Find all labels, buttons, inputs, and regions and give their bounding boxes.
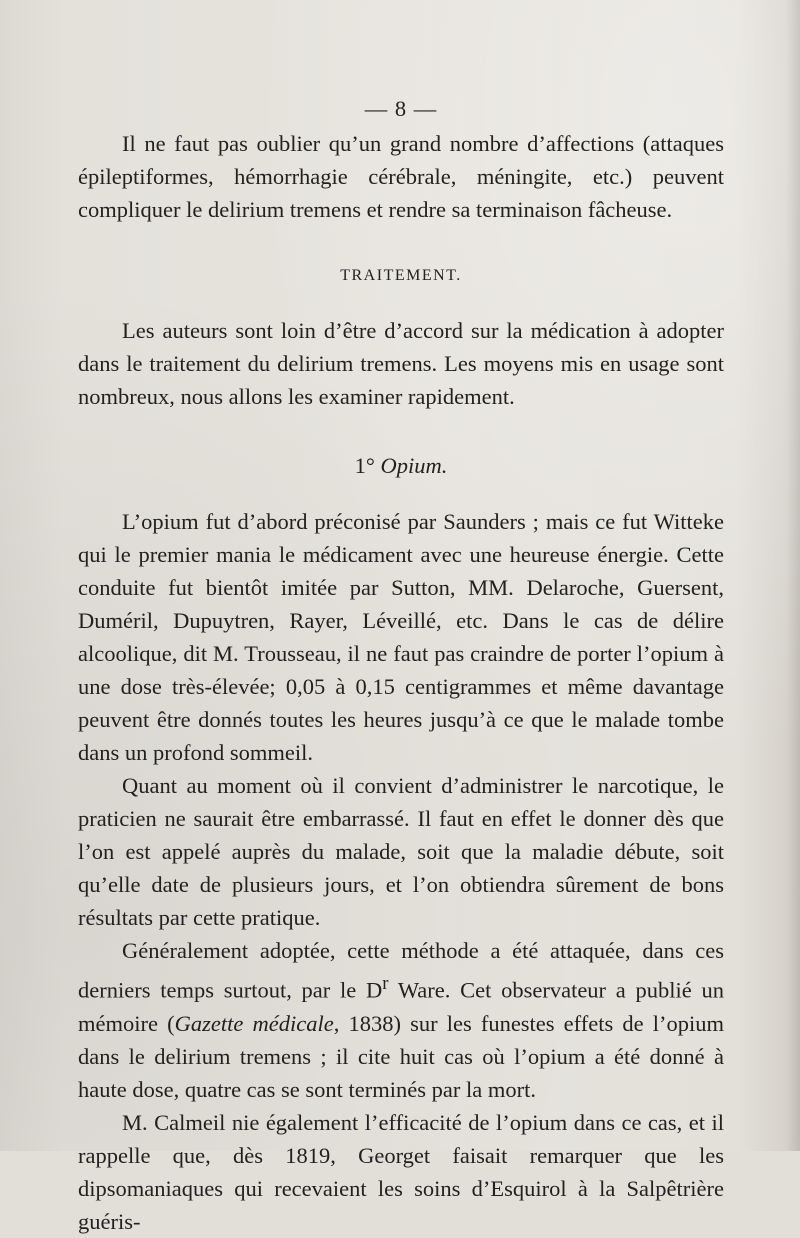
ware-text-before: Généralement adoptée, cette méthode a été attaquée, dans ces derniers temps surtout, par le D <box>78 938 724 1003</box>
page-text <box>78 92 724 1238</box>
opium-paragraph-1: L’opium fut d’abord préconisé par Saunders ; mais ce fut Witteke qui le premier mania le médicament avec une heureuse énergie. Cette conduite fut bientôt imitée par Sutton, MM. Delaroche, Guersent, Duméril, Dupuytren, Rayer, Léveillé, etc. Dans le cas de délire alcoolique, dit M. Trousseau, il ne faut pas craindre de porter l’opium à une dose très-élevée; 0,05 à 0,15 centigrammes et même davantage peuvent être donnés toutes les heures jusqu’à ce que le malade tombe dans un profond sommeil. <box>78 509 724 765</box>
ware-text-middle: Ware. Cet observateur a publié un mémoire ( <box>78 977 724 1036</box>
opium-paragraph-2: Quant au moment où il convient d’administrer le narcotique, le praticien ne saurait être embarrassé. Il faut en effet le donner dès que l’on est appelé auprès du malade, soit que la maladie débute, soit qu’elle date de plusieurs jours, et l’on obtiendra sûrement de bons résultats par cette pratique. <box>78 773 724 930</box>
calmeil-paragraph: M. Calmeil nie également l’efficacité de l’opium dans ce cas, et il rappelle que, dès 1819, Georget faisait remarquer que les dipsomaniaques qui recevaient les soins d’Esquirol à la Salpêtrière guéris- <box>78 1109 724 1234</box>
intro-paragraph: Il ne faut pas oublier qu’un grand nombre d’affections (attaques épileptiformes, hémorrhagie cérébrale, méningite, etc.) peuvent compliquer le delirium tremens et rendre sa terminaison fâcheuse. <box>78 131 724 222</box>
gazette-citation: Gazette médicale <box>174 1010 334 1036</box>
doctor-abbrev-sup: r <box>382 973 389 994</box>
subsection-number: 1° <box>354 453 375 478</box>
page-edge-shadow <box>786 0 800 1151</box>
section-heading: TRAITEMENT. <box>340 267 462 284</box>
section-intro-paragraph: Les auteurs sont loin d’être d’accord sur la médication à adopter dans le traitement du delirium tremens. Les moyens mis en usage sont nombreux, nous allons les examiner rapidement. <box>78 318 724 409</box>
ware-text-after: , 1838) sur les funestes effets de l’opium dans le delirium tremens ; il cite huit cas où l’opium a été donné à haute dose, quatre cas se sont terminés par la mort. <box>78 1010 724 1102</box>
page-number: — 8 — <box>364 96 438 121</box>
subsection-heading <box>78 449 724 482</box>
ware-paragraph <box>78 934 724 1106</box>
subsection-title: Opium. <box>380 453 448 478</box>
